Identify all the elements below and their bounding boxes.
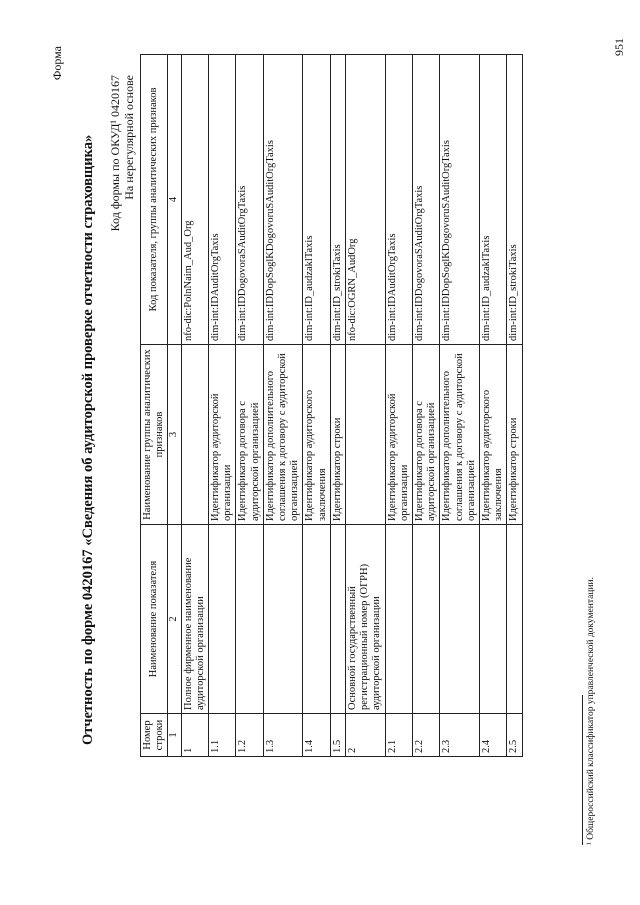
row-number: 2.2 [413,714,440,757]
row-number: 1 [181,714,208,757]
analytic-group: Идентификатор строки [507,345,522,525]
table-row [181,55,208,757]
footnote-separator [582,695,583,845]
table-row [330,55,345,757]
analytic-group: Идентификатор договора с аудиторской организацией [236,345,263,525]
column-number-row [168,55,181,757]
table-row [507,55,522,757]
analytic-group [181,345,208,525]
document-title: Отчетность по форме 0420167 «Сведения об аудиторской проверке отчетности страховщика» [80,134,96,745]
form-label: Форма [50,46,64,81]
column-number: 2 [168,525,181,714]
indicator-name [330,525,345,714]
analytic-group: Идентификатор аудиторской организации [209,345,236,525]
column-number: 1 [168,714,181,757]
indicator-code: dim-int:IDAuditOrgTaxis [385,55,412,345]
row-number: 2.3 [440,714,480,757]
report-table [140,54,523,757]
indicator-name [385,525,412,714]
row-number: 2.5 [507,714,522,757]
analytic-group: Идентификатор дополнительного соглашения к договору с аудиторской организацией [440,345,480,525]
indicator-name [507,525,522,714]
row-number: 1.3 [263,714,303,757]
table-row [413,55,440,757]
table-row [480,55,507,757]
indicator-name [236,525,263,714]
okud-code: Код формы по ОКУД¹ 0420167 [108,75,122,232]
indicator-name [263,525,303,714]
table-row [440,55,480,757]
indicator-name [209,525,236,714]
table-row [236,55,263,757]
table-row [209,55,236,757]
indicator-name [303,525,330,714]
analytic-group [346,345,386,525]
column-number: 4 [168,55,181,345]
table-row [263,55,303,757]
analytic-group: Идентификатор договора с аудиторской организацией [413,345,440,525]
analytic-group: Идентификатор строки [330,345,345,525]
header-indicator-code: Код показателя, группы аналитических признаков [141,55,168,345]
row-number: 2.1 [385,714,412,757]
column-number: 3 [168,345,181,525]
row-number: 1.1 [209,714,236,757]
indicator-code: dim-int:IDDopSoglKDogovoruSAuditOrgTaxis [263,55,303,345]
header-analytic-group: Наименование группы аналитических признаков [141,345,168,525]
indicator-code: dim-int:IDDogovoraSAuditOrgTaxis [236,55,263,345]
indicator-code: dim-int:ID_strokiTaxis [507,55,522,345]
indicator-code: dim-int:IDDogovoraSAuditOrgTaxis [413,55,440,345]
row-number: 1.5 [330,714,345,757]
row-number: 1.4 [303,714,330,757]
indicator-name [440,525,480,714]
indicator-name: Полное фирменное наименование аудиторской организации [181,525,208,714]
periodicity: На нерегулярной основе [122,75,136,200]
analytic-group: Идентификатор дополнительного соглашения к договору с аудиторской организацией [263,345,303,525]
indicator-code: dim-int:ID_strokiTaxis [330,55,345,345]
row-number: 1.2 [236,714,263,757]
analytic-group: Идентификатор аудиторского заключения [303,345,330,525]
row-number: 2.4 [480,714,507,757]
indicator-code: dim-int:IDDopSoglKDogovoruSAuditOrgTaxis [440,55,480,345]
table-row [346,55,386,757]
indicator-name [413,525,440,714]
indicator-name [480,525,507,714]
header-indicator-name: Наименование показателя [141,525,168,714]
indicator-code: dim-int:IDAuditOrgTaxis [209,55,236,345]
analytic-group: Идентификатор аудиторской организации [385,345,412,525]
table-row [385,55,412,757]
row-number: 2 [346,714,386,757]
indicator-name: Основной государственный регистрационный номер (ОГРН) аудиторской организации [346,525,386,714]
analytic-group: Идентификатор аудиторского заключения [480,345,507,525]
indicator-code: nfo-dic:PolnNaim_Aud_Org [181,55,208,345]
page-number: 951 [612,38,626,56]
table-row [303,55,330,757]
indicator-code: dim-int:ID_audzaklTaxis [480,55,507,345]
okud-code-block [108,75,136,231]
table-header-row [141,55,168,757]
header-row-number: Номер строки [141,714,168,757]
footnote: ¹ Общероссийский классификатор управленческой документации. [586,577,596,845]
indicator-code: dim-int:ID_audzaklTaxis [303,55,330,345]
indicator-code: nfo-dic:OGRN_AudOrg [346,55,386,345]
